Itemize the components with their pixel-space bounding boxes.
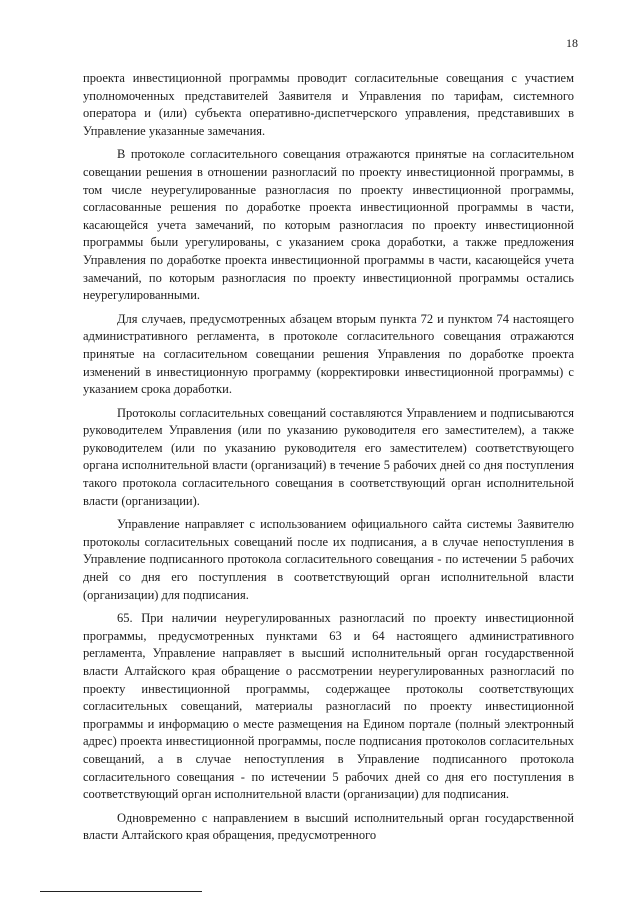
paragraph-5: Управление направляет с использованием официального сайта системы Заявителю протоколы согласительных совещаний после их подписания, а в случае непоступления в Управление подписанного протокола согласительного совещания - по истечении 5 рабочих дней со дня его поступления в соответствующий орган исполнительной власти (организации) для подписания.	[83, 517, 574, 602]
paragraph-2: В протоколе согласительного совещания отражаются принятые на согласительном совещании решения в отношении разногласий по проекту инвестиционной программы, в том числе неурегулированные разногласия по проекту инвестиционной программы, согласованные решения по доработке проекта инвестиционной программы в части, касающейся учета замечаний, по которым разногласия по проекту инвестиционной программы были урегулированы, с указанием срока доработки, а также предложения Управления по доработке проекта инвестиционной программы в части, касающейся учета замечаний, по которым разногласия по проекту инвестиционной программы остались неурегулированными.	[83, 147, 574, 303]
page-number: 18	[566, 36, 578, 50]
paragraph-7: Одновременно с направлением в высший исполнительный орган государственной власти Алтайского края обращения, предусмотренного	[83, 810, 574, 843]
paragraph-3: Для случаев, предусмотренных абзацем вторым пункта 72 и пунктом 74 настоящего административного регламента, в протоколе согласительного совещания отражаются принятые на согласительном совещании решения Управления по доработке проекта изменений в инвестиционную программу (корректировки инвестиционной программы) с указанием срока доработки.	[83, 311, 574, 397]
paragraph-4: Протоколы согласительных совещаний составляются Управлением и подписываются руководителем Управления (или по указанию руководителя его заместителем), а также руководителем (или по указанию руководителя его заместителем) соответствующего органа исполнительной власти (организаций) в течение 5 рабочих дней со дня поступления такого протокола согласительного совещания в соответствующий орган исполнительной власти (организации).	[83, 405, 574, 508]
document-body	[83, 70, 574, 851]
paragraph-6: 65. При наличии неурегулированных разногласий по проекту инвестиционной программы, предусмотренных пунктами 63 и 64 настоящего административного регламента, Управление направляет в высший исполнительный орган государственной власти Алтайского края обращение о рассмотрении неурегулированных разногласий по проекту инвестиционной программы, содержащее протоколы соответствующих согласительных совещаний, материалы разногласий по проекту инвестиционной программы и информацию о месте размещения на Едином портале (полный электронный адрес) проекта инвестиционной программы, после подписания протоколов согласительных совещаний, а в случае непоступления в Управление подписанного протокола согласительного совещания - по истечении 5 рабочих дней со дня его поступления в соответствующий орган исполнительной власти (организации) для подписания.	[83, 611, 574, 802]
footnote-divider	[40, 891, 202, 892]
paragraph-1: проекта инвестиционной программы проводит согласительные совещания с участием уполномоченных представителей Заявителя и Управления по тарифам, системного оператора и (или) субъекта оперативно-диспетчерского управления, представивших в Управление указанные замечания.	[83, 71, 574, 138]
